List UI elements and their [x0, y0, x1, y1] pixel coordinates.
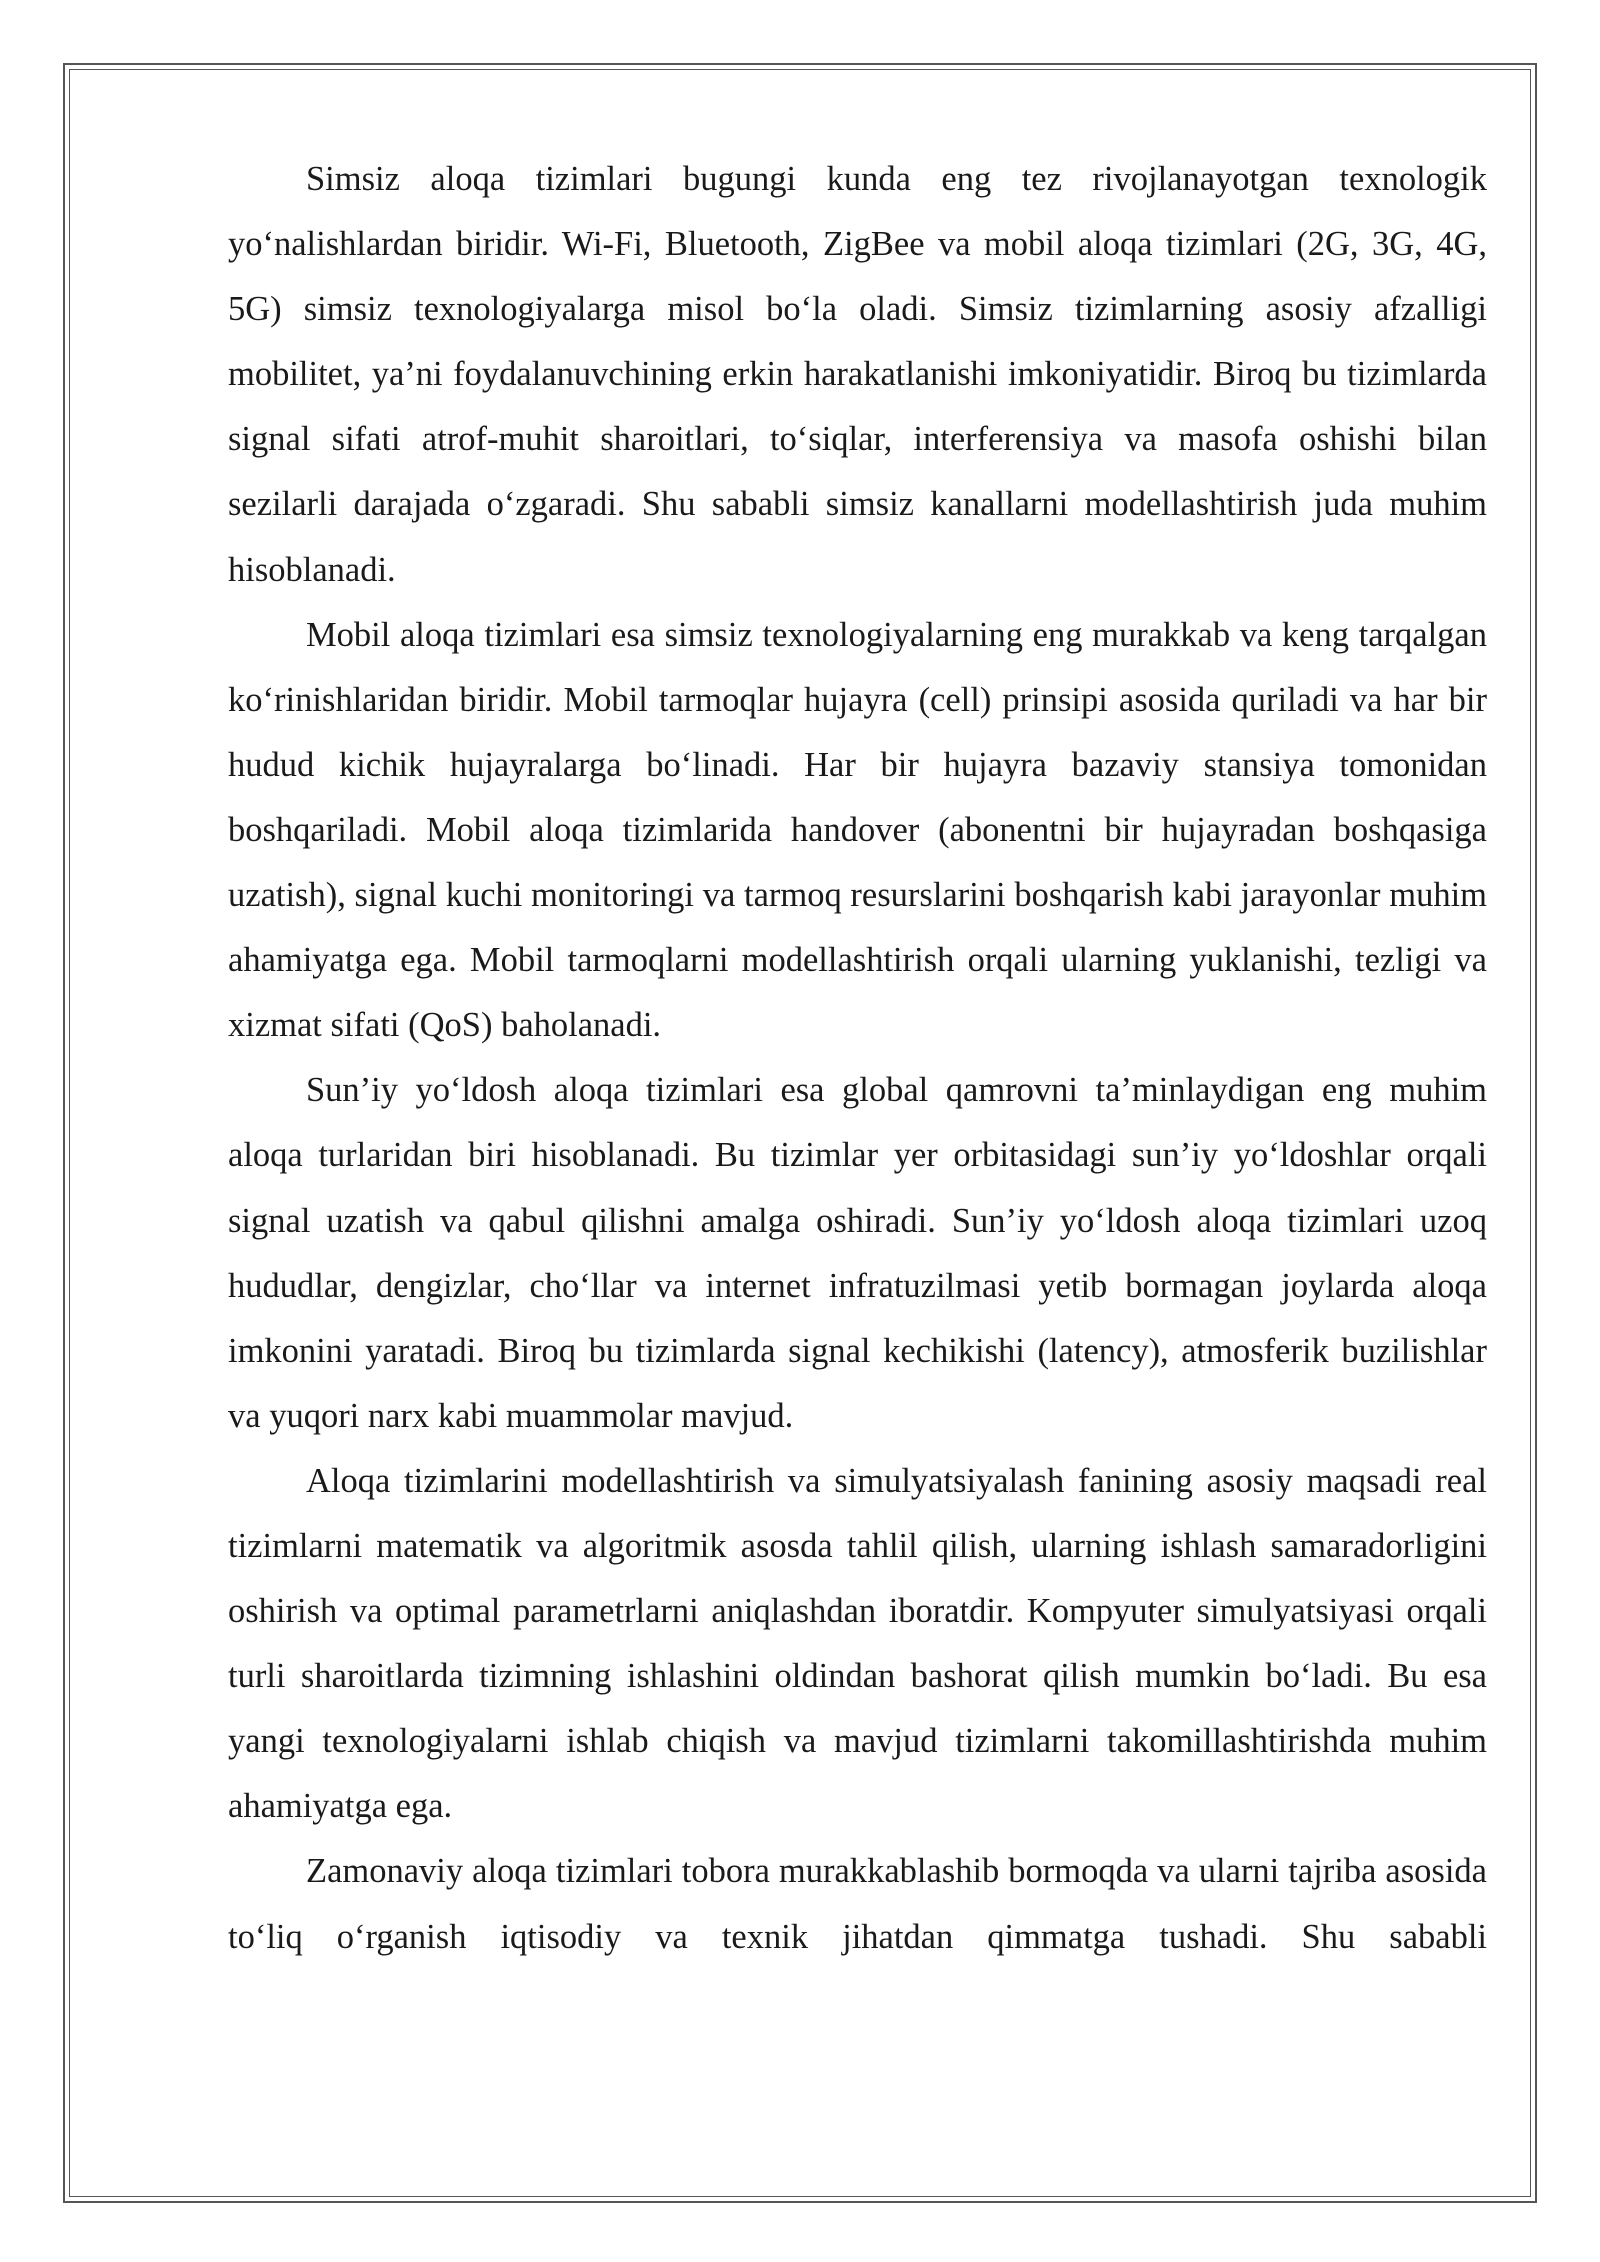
paragraph-wireless: Simsiz aloqa tizimlari bugungi kunda eng tez rivojlanayotgan texnologik yo‘nalishlardan biridir. Wi-Fi, Bluetooth, ZigBee va mobil aloqa tizimlari (2G, 3G, 4G, 5G) simsiz texnologiyalarga misol bo‘la oladi. Simsiz tizimlarning asosiy afzalligi mobilitet, ya’ni foydalanuvchining erkin harakatlanishi imkoniyatidir. Biroq bu tizimlarda signal sifati atrof-muhit sharoitlari, to‘siqlar, interferensiya va masofa oshishi bilan sezilarli darajada o‘zgaradi. Shu sababli simsiz kanallarni modellashtirish juda muhim hisoblanadi. [228, 160, 1487, 589]
paragraph-modern: Zamonaviy aloqa tizimlari tobora murakkablashib bormoqda va ularni tajriba asosida to‘liq o‘rganish iqtisodiy va texnik jihatdan qimmatga tushadi. Shu sababli [228, 1852, 1487, 1956]
paragraph-modeling: Aloqa tizimlarini modellashtirish va simulyatsiyalash fanining asosiy maqsadi real tizimlarni matematik va algoritmik asosda tahlil qilish, ularning ishlash samaradorligini oshirish va optimal parametrlarni aniqlashdan iboratdir. Kompyuter simulyatsiyasi orqali turli sharoitlarda tizimning ishlashini oldindan bashorat qilish mumkin bo‘ladi. Bu esa yangi texnologiyalarni ishlab chiqish va mavjud tizimlarni takomillashtirishda muhim ahamiyatga ega. [228, 1461, 1487, 1826]
paragraph-mobile: Mobil aloqa tizimlari esa simsiz texnologiyalarning eng murakkab va keng tarqalgan ko‘rinishlaridan biridir. Mobil tarmoqlar hujayra (cell) prinsipi asosida quriladi va har bir hudud kichik hujayralarga bo‘linadi. Har bir hujayra bazaviy stansiya tomonidan boshqariladi. Mobil aloqa tizimlarida handover (abonentni bir hujayradan boshqasiga uzatish), signal kuchi monitoringi va tarmoq resurslarini boshqarish kabi jarayonlar muhim ahamiyatga ega. Mobil tarmoqlarni modellashtirish orqali ularning yuklanishi, tezligi va xizmat sifati (QoS) baholanadi. [228, 615, 1487, 1045]
paragraph-satellite: Sun’iy yo‘ldosh aloqa tizimlari esa global qamrovni ta’minlaydigan eng muhim aloqa turlaridan biri hisoblanadi. Bu tizimlar yer orbitasidagi sun’iy yo‘ldoshlar orqali signal uzatish va qabul qilishni amalga oshiradi. Sun’iy yo‘ldosh aloqa tizimlari uzoq hududlar, dengizlar, cho‘llar va internet infratuzilmasi yetib bormagan joylarda aloqa imkonini yaratadi. Biroq bu tizimlarda signal kechikishi (latency), atmosferik buzilishlar va yuqori narx kabi muammolar mavjud. [228, 1071, 1487, 1435]
document-body [228, 147, 1487, 1970]
